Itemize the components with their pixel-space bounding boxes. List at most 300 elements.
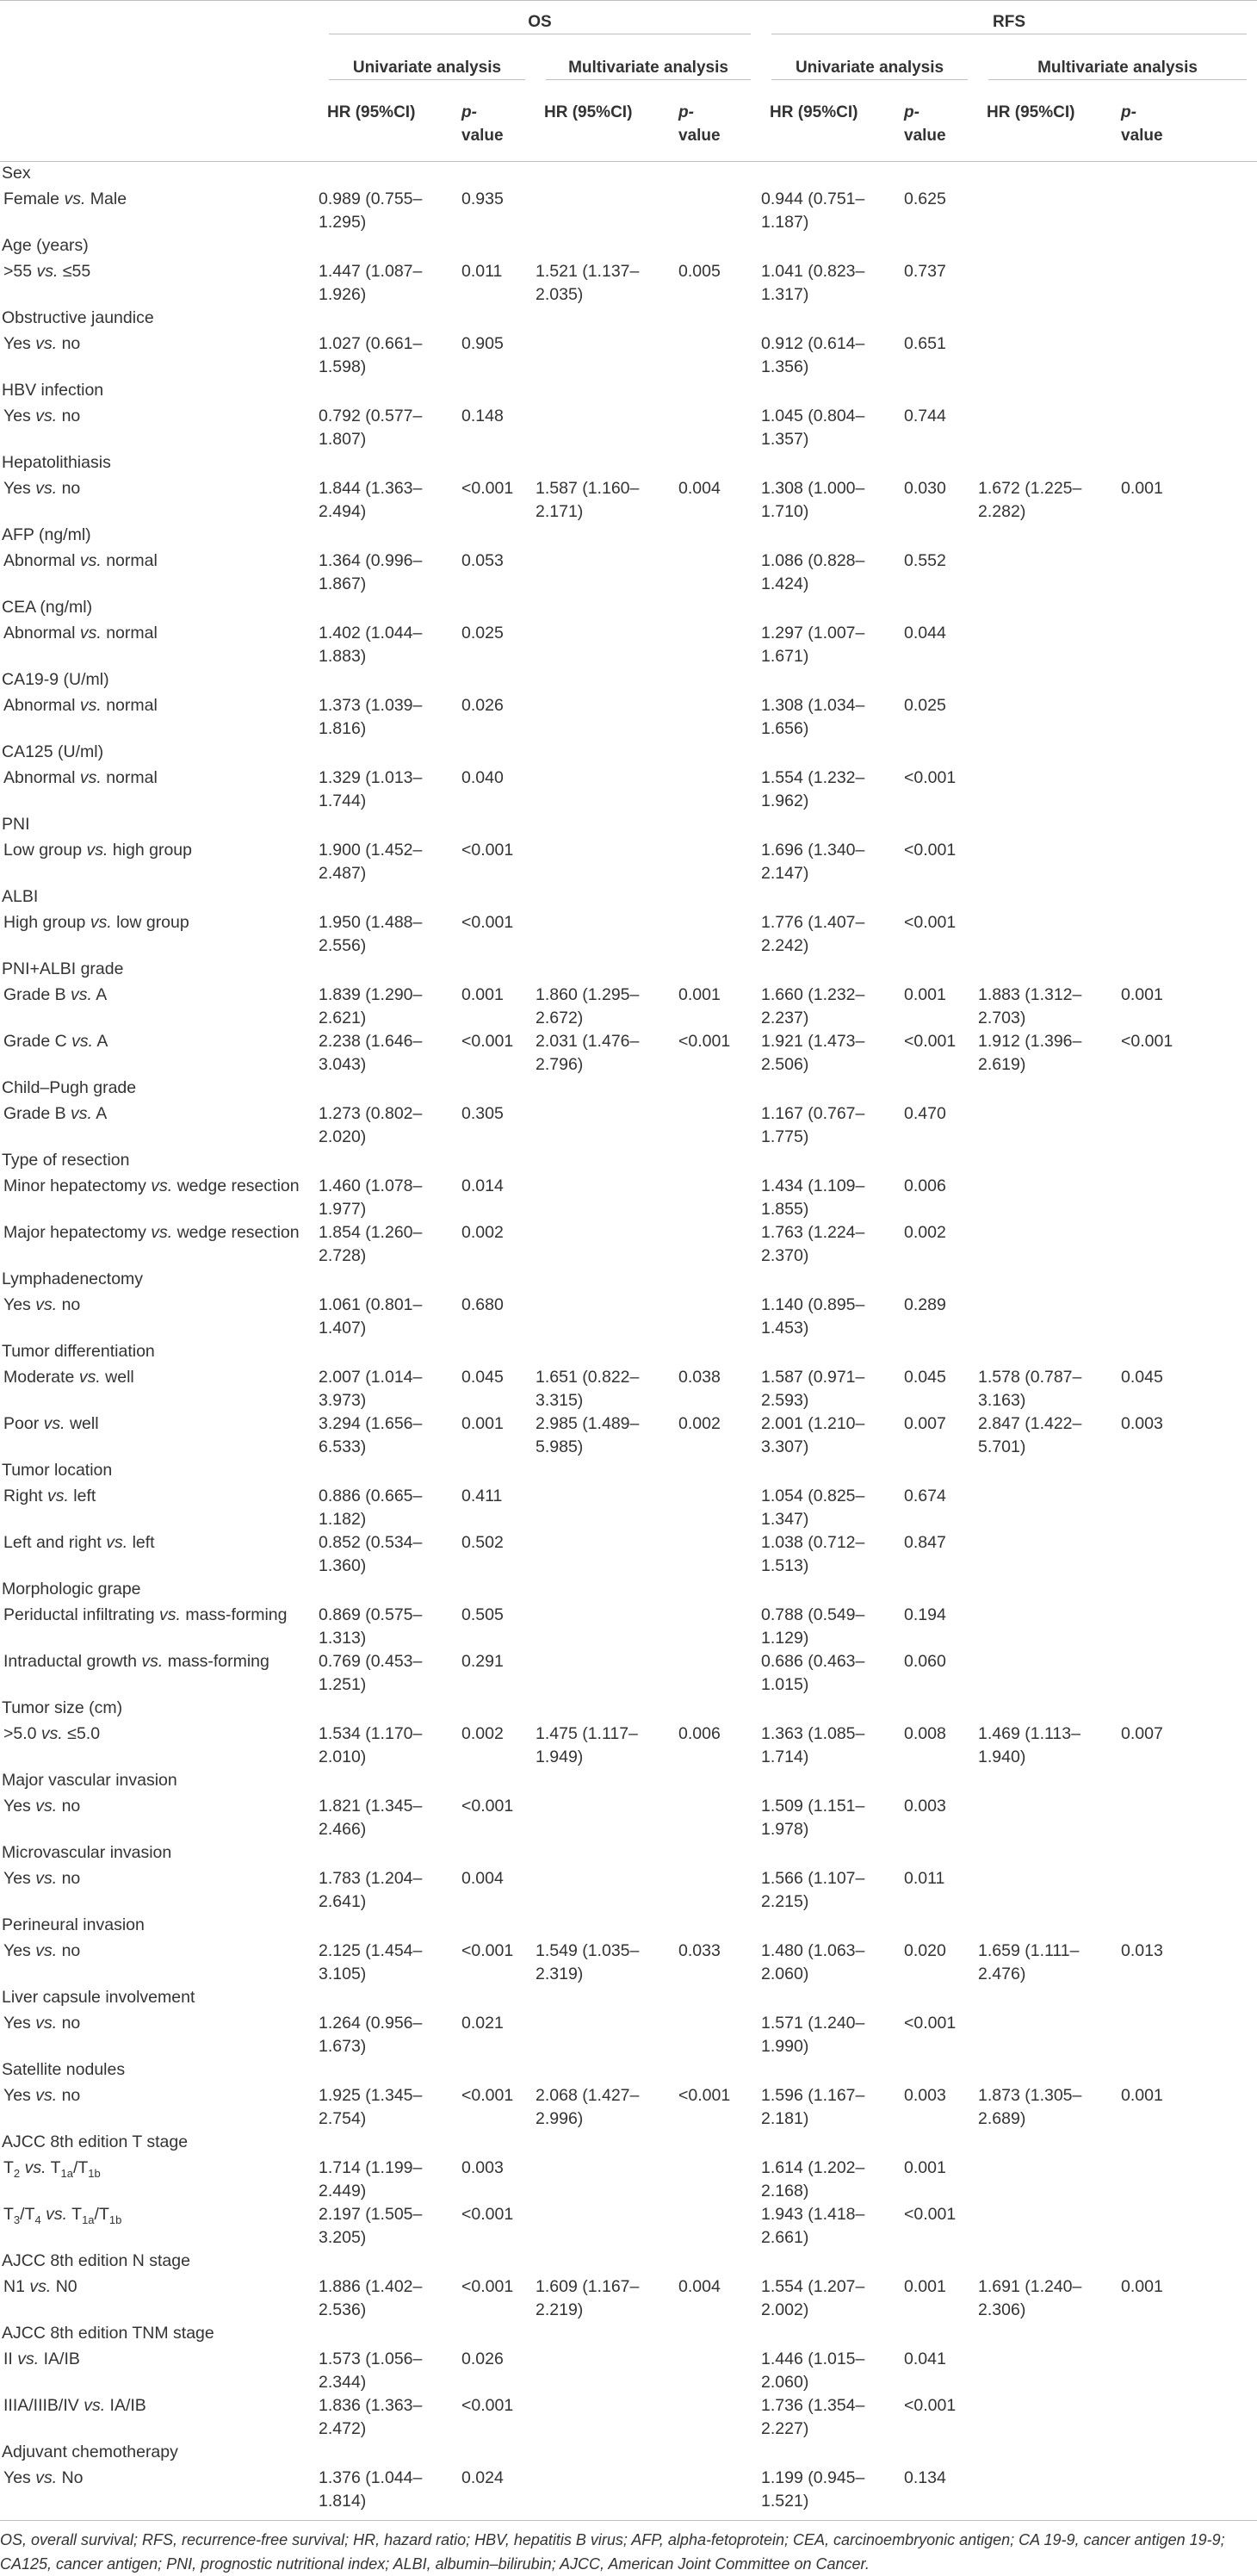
- rfs-uni-hr-cell: 1.054 (0.825–1.347): [761, 1487, 865, 1529]
- section-row: [0, 451, 1257, 477]
- os-multi-p-cell: [678, 2394, 761, 2441]
- table-row: [0, 839, 1257, 885]
- os-multi-hr-cell: [536, 2467, 678, 2521]
- table-row: [0, 405, 1257, 451]
- rfs-uni-hr-cell: 1.446 (1.015–2.060): [761, 2349, 865, 2392]
- rfs-uni-hr-cell: 1.921 (1.473–2.506): [761, 1032, 865, 1074]
- table-row: [0, 1102, 1257, 1149]
- comparison-label: High group vs. low group: [3, 913, 189, 932]
- rfs-uni-hr-cell: 1.660 (1.232–2.237): [761, 985, 865, 1027]
- section-label: HBV infection: [2, 381, 104, 400]
- os-uni-p-cell: 0.014: [461, 1176, 504, 1195]
- os-multi-p-cell: 0.001: [678, 985, 721, 1004]
- section-label: Sex: [2, 164, 31, 183]
- table-body: [0, 162, 1257, 2521]
- rfs-uni-p-cell: 0.045: [904, 1368, 946, 1387]
- rfs-uni-p-cell: 0.737: [904, 262, 946, 281]
- table-row: [0, 622, 1257, 668]
- os-multi-hr-cell: [536, 1485, 678, 1531]
- os-uni-p-cell: <0.001: [461, 1032, 514, 1051]
- comparison-label: Abnormal vs. normal: [3, 768, 158, 787]
- comparison-label: Grade B vs. A: [3, 1104, 108, 1123]
- table-row: [0, 2084, 1257, 2131]
- rfs-multi-p-cell: [1121, 1221, 1257, 1268]
- os-uni-p-cell: 0.004: [461, 1869, 504, 1888]
- os-uni-p-cell: <0.001: [461, 1941, 514, 1960]
- rfs-uni-hr-cell: 1.509 (1.151–1.978): [761, 1797, 865, 1839]
- comparison-label: Poor vs. well: [3, 1414, 99, 1433]
- os-uni-p-cell: 0.002: [461, 1223, 504, 1242]
- os-uni-hr-cell: 1.900 (1.452–2.487): [319, 841, 423, 883]
- os-multi-p-cell: <0.001: [678, 1032, 731, 1051]
- comparison-label: Grade B vs. A: [3, 985, 108, 1004]
- os-uni-p-cell: 0.148: [461, 407, 504, 425]
- rfs-multi-p-cell: [1121, 2203, 1257, 2250]
- section-label: PNI+ALBI grade: [2, 959, 124, 978]
- os-uni-hr-cell: 1.460 (1.078–1.977): [319, 1176, 423, 1219]
- table-row: [0, 1412, 1257, 1459]
- section-label: CA125 (U/ml): [2, 742, 104, 761]
- rfs-multi-hr-cell: [978, 1795, 1121, 1841]
- section-label: AJCC 8th edition TNM stage: [2, 2324, 214, 2343]
- header-rfs-multivariate: Multivariate analysis: [978, 44, 1257, 92]
- section-label: ALBI: [2, 887, 39, 906]
- os-uni-hr-cell: 0.852 (0.534–1.360): [319, 1533, 423, 1575]
- rfs-uni-p-cell: <0.001: [904, 2014, 957, 2033]
- rfs-multi-hr-cell: [978, 2012, 1121, 2058]
- os-multi-hr-cell: [536, 767, 678, 813]
- comparison-label: N1 vs. N0: [3, 2277, 77, 2296]
- rfs-multi-p-cell: [1121, 2012, 1257, 2058]
- os-multi-hr-cell: [536, 622, 678, 668]
- section-row: [0, 1697, 1257, 1723]
- os-multi-hr-cell: [536, 405, 678, 451]
- os-uni-hr-cell: 1.027 (0.661–1.598): [319, 334, 423, 376]
- rfs-uni-hr-cell: 1.614 (1.202–2.168): [761, 2158, 865, 2200]
- os-uni-hr-cell: 1.061 (0.801–1.407): [319, 1295, 423, 1338]
- rfs-uni-hr-cell: 1.045 (0.804–1.357): [761, 407, 865, 449]
- header-hr: HR (95%CI): [544, 103, 633, 121]
- os-uni-hr-cell: 1.573 (1.056–2.344): [319, 2349, 423, 2392]
- rfs-uni-hr-cell: 1.167 (0.767–1.775): [761, 1104, 865, 1146]
- rfs-multi-hr-cell: [978, 767, 1121, 813]
- rfs-multi-p-cell: [1121, 1175, 1257, 1221]
- rfs-multi-hr-cell: [978, 1294, 1121, 1340]
- os-multi-p-cell: [678, 1795, 761, 1841]
- os-multi-p-cell: 0.038: [678, 1368, 721, 1387]
- rfs-uni-p-cell: 0.134: [904, 2467, 978, 2521]
- rfs-multi-p-cell: [1121, 188, 1257, 234]
- section-row: [0, 1769, 1257, 1795]
- rfs-multi-hr-cell: [978, 260, 1121, 307]
- rfs-multi-p-cell: [1121, 911, 1257, 958]
- comparison-label: Abnormal vs. normal: [3, 551, 158, 570]
- rfs-multi-p-cell: [1121, 622, 1257, 668]
- os-uni-hr-cell: 2.007 (1.014–3.973): [319, 1368, 423, 1410]
- rfs-multi-p-cell: [1121, 2467, 1257, 2521]
- rfs-uni-p-cell: 0.674: [904, 1487, 946, 1505]
- os-uni-p-cell: 0.045: [461, 1368, 504, 1387]
- os-multi-hr-cell: 1.521 (1.137–2.035): [536, 262, 640, 304]
- header-pvalue: p- value: [1121, 103, 1163, 145]
- os-uni-hr-cell: 1.844 (1.363–2.494): [319, 479, 423, 521]
- table-row: [0, 694, 1257, 741]
- rfs-multi-p-cell: [1121, 332, 1257, 379]
- os-multi-hr-cell: [536, 2394, 678, 2441]
- comparison-label: Yes vs. no: [3, 1869, 81, 1888]
- rfs-multi-hr-cell: [978, 622, 1121, 668]
- section-row: [0, 379, 1257, 405]
- os-multi-p-cell: [678, 2348, 761, 2394]
- table-row: [0, 911, 1257, 958]
- os-multi-hr-cell: [536, 1650, 678, 1697]
- section-row: [0, 1149, 1257, 1175]
- rfs-uni-hr-cell: 1.763 (1.224–2.370): [761, 1223, 865, 1265]
- os-uni-hr-cell: 2.125 (1.454–3.105): [319, 1941, 423, 1983]
- comparison-label: Intraductal growth vs. mass-forming: [3, 1652, 269, 1671]
- rfs-multi-hr-cell: 1.659 (1.111–2.476): [978, 1941, 1080, 1983]
- section-label: Type of resection: [2, 1151, 130, 1170]
- os-multi-hr-cell: [536, 911, 678, 958]
- section-row: [0, 524, 1257, 549]
- table-row: [0, 1366, 1257, 1412]
- os-uni-p-cell: 0.502: [461, 1533, 504, 1552]
- rfs-uni-p-cell: 0.044: [904, 624, 946, 642]
- rfs-multi-p-cell: [1121, 1102, 1257, 1149]
- comparison-label: Grade C vs. A: [3, 1032, 108, 1051]
- rfs-uni-p-cell: <0.001: [904, 1032, 957, 1051]
- rfs-uni-hr-cell: 1.086 (0.828–1.424): [761, 551, 865, 593]
- comparison-label: Female vs. Male: [3, 189, 127, 208]
- section-row: [0, 1459, 1257, 1485]
- os-multi-p-cell: [678, 332, 761, 379]
- comparison-label: >55 vs. ≤55: [3, 262, 91, 281]
- rfs-multi-p-cell: 0.045: [1121, 1368, 1163, 1387]
- rfs-uni-hr-cell: 1.297 (1.007–1.671): [761, 624, 865, 666]
- rfs-uni-hr-cell: 1.554 (1.207–2.002): [761, 2277, 865, 2319]
- table-row: [0, 1723, 1257, 1769]
- rfs-multi-hr-cell: 1.912 (1.396–2.619): [978, 1032, 1082, 1074]
- os-multi-p-cell: 0.033: [678, 1941, 721, 1960]
- rfs-uni-p-cell: 0.041: [904, 2349, 946, 2368]
- os-uni-p-cell: 0.002: [461, 1724, 504, 1743]
- os-multi-hr-cell: [536, 2348, 678, 2394]
- section-label: AFP (ng/ml): [2, 525, 91, 544]
- rfs-multi-hr-cell: [978, 1531, 1121, 1578]
- rfs-uni-p-cell: 0.552: [904, 551, 946, 570]
- section-label: Child–Pugh grade: [2, 1078, 137, 1097]
- rfs-uni-p-cell: 0.030: [904, 479, 946, 498]
- header-row-analyses: [0, 44, 1257, 92]
- section-label: Tumor size (cm): [2, 1698, 123, 1717]
- section-row: [0, 307, 1257, 332]
- os-uni-hr-cell: 1.273 (0.802–2.020): [319, 1104, 423, 1146]
- os-uni-hr-cell: 3.294 (1.656–6.533): [319, 1414, 423, 1456]
- os-uni-hr-cell: 0.886 (0.665–1.182): [319, 1487, 423, 1529]
- comparison-label: Yes vs. no: [3, 407, 81, 425]
- table-row: [0, 1030, 1257, 1077]
- os-multi-hr-cell: [536, 332, 678, 379]
- rfs-multi-p-cell: [1121, 2394, 1257, 2441]
- rfs-uni-hr-cell: 0.686 (0.463–1.015): [761, 1652, 865, 1694]
- rfs-multi-p-cell: <0.001: [1121, 1032, 1173, 1051]
- comparison-label: Low group vs. high group: [3, 841, 192, 860]
- table-row: [0, 549, 1257, 596]
- os-multi-hr-cell: [536, 2203, 678, 2250]
- os-multi-hr-cell: 1.587 (1.160–2.171): [536, 479, 640, 521]
- table-row: [0, 477, 1257, 524]
- section-row: [0, 2250, 1257, 2275]
- os-multi-p-cell: 0.005: [678, 262, 721, 281]
- section-row: [0, 2058, 1257, 2084]
- os-multi-hr-cell: [536, 1102, 678, 1149]
- comparison-label: $T_3/T_4$ vs. $T_{1a}/T_{1b}$: [3, 2205, 122, 2226]
- section-row: [0, 1578, 1257, 1604]
- rfs-uni-hr-cell: 1.480 (1.063–2.060): [761, 1941, 865, 1983]
- rfs-multi-p-cell: [1121, 2348, 1257, 2394]
- os-multi-p-cell: [678, 2157, 761, 2203]
- section-row: [0, 885, 1257, 911]
- os-multi-p-cell: 0.004: [678, 2277, 721, 2296]
- os-uni-hr-cell: 1.534 (1.170–2.010): [319, 1724, 423, 1766]
- rfs-multi-p-cell: [1121, 1531, 1257, 1578]
- rfs-multi-hr-cell: 1.691 (1.240–2.306): [978, 2277, 1082, 2319]
- table-row: [0, 984, 1257, 1030]
- rfs-uni-hr-cell: 0.788 (0.549–1.129): [761, 1605, 865, 1648]
- rfs-uni-p-cell: 0.001: [904, 2158, 946, 2177]
- section-label: Adjuvant chemotherapy: [2, 2443, 178, 2461]
- rfs-multi-p-cell: [1121, 1294, 1257, 1340]
- os-uni-hr-cell: 0.769 (0.453–1.251): [319, 1652, 423, 1694]
- rfs-uni-hr-cell: 1.696 (1.340–2.147): [761, 841, 865, 883]
- rfs-multi-p-cell: 0.001: [1121, 2086, 1163, 2105]
- rfs-multi-hr-cell: [978, 1650, 1121, 1697]
- os-multi-hr-cell: [536, 2012, 678, 2058]
- os-multi-hr-cell: 2.031 (1.476–2.796): [536, 1032, 640, 1074]
- header-row-columns: [0, 92, 1257, 162]
- os-multi-hr-cell: 1.609 (1.167–2.219): [536, 2277, 640, 2319]
- os-multi-p-cell: [678, 1221, 761, 1268]
- os-uni-hr-cell: 2.238 (1.646–3.043): [319, 1032, 423, 1074]
- rfs-multi-p-cell: [1121, 1485, 1257, 1531]
- rfs-uni-p-cell: 0.025: [904, 696, 946, 715]
- comparison-label: II vs. IA/IB: [3, 2349, 80, 2368]
- rfs-uni-hr-cell: 1.566 (1.107–2.215): [761, 1869, 865, 1911]
- os-multi-p-cell: [678, 405, 761, 451]
- os-uni-p-cell: 0.026: [461, 696, 504, 715]
- header-hr: HR (95%CI): [327, 103, 416, 121]
- rfs-uni-p-cell: 0.744: [904, 407, 946, 425]
- os-uni-p-cell: 0.011: [461, 262, 503, 281]
- rfs-multi-hr-cell: 1.469 (1.113–1.940): [978, 1724, 1081, 1766]
- os-multi-p-cell: <0.001: [678, 2086, 731, 2105]
- header-row-outcomes: [0, 1, 1257, 45]
- table-row: [0, 332, 1257, 379]
- rfs-uni-hr-cell: 1.736 (1.354–2.227): [761, 2396, 865, 2438]
- header-hr: HR (95%CI): [987, 103, 1075, 121]
- header-pvalue: p- value: [678, 103, 721, 145]
- rfs-uni-hr-cell: 1.434 (1.109–1.855): [761, 1176, 865, 1219]
- rfs-multi-hr-cell: [978, 1485, 1121, 1531]
- section-label: Age (years): [2, 236, 89, 255]
- header-os-univariate: Univariate analysis: [319, 44, 536, 92]
- rfs-multi-hr-cell: [978, 911, 1121, 958]
- rfs-uni-hr-cell: 2.001 (1.210–3.307): [761, 1414, 865, 1456]
- comparison-label: Yes vs. No: [0, 2467, 319, 2521]
- os-multi-p-cell: [678, 188, 761, 234]
- section-label: Tumor location: [2, 1461, 113, 1480]
- rfs-uni-hr-cell: 0.912 (0.614–1.356): [761, 334, 865, 376]
- os-multi-p-cell: [678, 1604, 761, 1650]
- os-uni-p-cell: 0.003: [461, 2158, 504, 2177]
- section-label: AJCC 8th edition N stage: [2, 2251, 190, 2270]
- table-footnote: OS, overall survival; RFS, recurrence-free survival; HR, hazard ratio; HBV, hepatitis B virus; AFP, alpha-fetoprotein; CEA, carcinoembryonic antigen; CA 19-9, cancer antigen 19-9; CA125, cancer antigen; PNI, prognostic nutritional index; ALBI, albumin–bilirubin; AJCC, American Joint Committee on Cancer.: [0, 2531, 1225, 2573]
- os-uni-p-cell: <0.001: [461, 479, 514, 498]
- comparison-label: $T_2$ vs. $T_{1a}/T_{1b}$: [3, 2158, 101, 2180]
- os-uni-p-cell: <0.001: [461, 2277, 514, 2296]
- rfs-multi-hr-cell: 1.873 (1.305–2.689): [978, 2086, 1082, 2128]
- rfs-uni-p-cell: 0.625: [904, 189, 946, 208]
- table-row: [0, 1604, 1257, 1650]
- table-row: [0, 2275, 1257, 2322]
- rfs-multi-hr-cell: 1.578 (0.787–3.163): [978, 1368, 1082, 1410]
- os-uni-hr-cell: 1.839 (1.290–2.621): [319, 985, 423, 1027]
- os-multi-p-cell: 0.006: [678, 1724, 721, 1743]
- header-pvalue: p- value: [904, 103, 946, 145]
- rfs-multi-hr-cell: [978, 694, 1121, 741]
- header-pvalue: p- value: [461, 103, 504, 145]
- section-label: Perineural invasion: [2, 1915, 145, 1934]
- os-uni-p-cell: 0.053: [461, 551, 504, 570]
- section-label: Lymphadenectomy: [2, 1269, 144, 1288]
- os-uni-p-cell: 0.024: [461, 2467, 536, 2521]
- os-uni-hr-cell: 2.197 (1.505–3.205): [319, 2205, 423, 2247]
- os-multi-hr-cell: [536, 839, 678, 885]
- os-multi-hr-cell: [536, 549, 678, 596]
- os-uni-p-cell: 0.026: [461, 2349, 504, 2368]
- os-uni-hr-cell: 1.821 (1.345–2.466): [319, 1797, 423, 1839]
- rfs-uni-hr-cell: 1.038 (0.712–1.513): [761, 1533, 865, 1575]
- section-row: [0, 1914, 1257, 1940]
- comparison-label: Moderate vs. well: [3, 1368, 134, 1387]
- table-row: [0, 1221, 1257, 1268]
- os-uni-hr-cell: 1.836 (1.363–2.472): [319, 2396, 423, 2438]
- os-uni-p-cell: 0.291: [461, 1652, 504, 1671]
- os-multi-hr-cell: 1.651 (0.822–3.315): [536, 1368, 640, 1410]
- os-multi-hr-cell: [536, 188, 678, 234]
- rfs-uni-hr-cell: 1.571 (1.240–1.990): [761, 2014, 865, 2056]
- os-multi-p-cell: 0.002: [678, 1414, 721, 1433]
- comparison-label: Yes vs. no: [3, 2014, 81, 2033]
- section-row: [0, 741, 1257, 767]
- rfs-multi-p-cell: 0.001: [1121, 2277, 1163, 2296]
- rfs-multi-hr-cell: [978, 332, 1121, 379]
- os-multi-hr-cell: [536, 694, 678, 741]
- os-multi-hr-cell: 2.985 (1.489–5.985): [536, 1414, 640, 1456]
- rfs-multi-hr-cell: [978, 2394, 1121, 2441]
- rfs-uni-p-cell: 0.006: [904, 1176, 946, 1195]
- section-label: Major vascular invasion: [2, 1771, 177, 1790]
- os-multi-hr-cell: [536, 2157, 678, 2203]
- section-row: [0, 1268, 1257, 1294]
- rfs-uni-p-cell: 0.001: [904, 2277, 946, 2296]
- rfs-uni-hr-cell: 1.776 (1.407–2.242): [761, 913, 865, 955]
- header-hr: HR (95%CI): [770, 103, 858, 121]
- comparison-label: Yes vs. no: [3, 479, 81, 498]
- table-row: [0, 2012, 1257, 2058]
- section-label: Hepatolithiasis: [2, 453, 111, 472]
- os-multi-p-cell: [678, 839, 761, 885]
- section-row: [0, 813, 1257, 839]
- os-uni-p-cell: 0.935: [461, 189, 504, 208]
- rfs-uni-p-cell: 0.007: [904, 1414, 946, 1433]
- os-uni-p-cell: <0.001: [461, 1797, 514, 1816]
- os-multi-hr-cell: 2.068 (1.427–2.996): [536, 2086, 640, 2128]
- os-uni-p-cell: 0.021: [461, 2014, 504, 2033]
- section-row: [0, 234, 1257, 260]
- os-uni-p-cell: <0.001: [461, 913, 514, 932]
- comparison-label: IIIA/IIIB/IV vs. IA/IB: [3, 2396, 146, 2415]
- rfs-multi-hr-cell: [978, 1102, 1121, 1149]
- rfs-uni-hr-cell: 1.587 (0.971–2.593): [761, 1368, 865, 1410]
- table-row: [0, 767, 1257, 813]
- os-uni-p-cell: 0.001: [461, 1414, 504, 1433]
- os-multi-hr-cell: [536, 1175, 678, 1221]
- rfs-multi-p-cell: [1121, 694, 1257, 741]
- table-row: [0, 1795, 1257, 1841]
- os-uni-hr-cell: 1.402 (1.044–1.883): [319, 624, 423, 666]
- rfs-multi-p-cell: 0.007: [1121, 1724, 1163, 1743]
- os-multi-p-cell: [678, 2012, 761, 2058]
- table-row: [0, 2394, 1257, 2441]
- rfs-uni-p-cell: <0.001: [904, 913, 957, 932]
- os-uni-p-cell: 0.905: [461, 334, 504, 353]
- comparison-label: Yes vs. no: [3, 1797, 81, 1816]
- table-row: [0, 2157, 1257, 2203]
- os-multi-p-cell: 0.004: [678, 479, 721, 498]
- os-uni-p-cell: <0.001: [461, 2396, 514, 2415]
- os-uni-hr-cell: 0.869 (0.575–1.313): [319, 1605, 423, 1648]
- rfs-multi-p-cell: [1121, 839, 1257, 885]
- rfs-uni-p-cell: 0.470: [904, 1104, 946, 1123]
- rfs-multi-hr-cell: [978, 1221, 1121, 1268]
- section-label: PNI: [2, 815, 30, 834]
- rfs-multi-hr-cell: 1.672 (1.225–2.282): [978, 479, 1082, 521]
- os-uni-p-cell: 0.411: [461, 1487, 503, 1505]
- comparison-label: Yes vs. no: [3, 334, 81, 353]
- os-uni-hr-cell: 1.925 (1.345–2.754): [319, 2086, 423, 2128]
- os-multi-hr-cell: [536, 1221, 678, 1268]
- section-label: CEA (ng/ml): [2, 598, 93, 617]
- rfs-multi-hr-cell: [978, 2348, 1121, 2394]
- section-row: [0, 1340, 1257, 1366]
- rfs-uni-p-cell: 0.847: [904, 1533, 946, 1552]
- table-row: [0, 1294, 1257, 1340]
- section-label: Morphologic grape: [2, 1580, 141, 1598]
- section-label: CA19-9 (U/ml): [2, 670, 109, 689]
- rfs-multi-p-cell: [1121, 405, 1257, 451]
- rfs-multi-p-cell: [1121, 767, 1257, 813]
- comparison-label: Abnormal vs. normal: [3, 696, 158, 715]
- comparison-label: Left and right vs. left: [3, 1533, 155, 1552]
- comparison-label: Yes vs. no: [3, 1295, 81, 1314]
- os-multi-hr-cell: 1.860 (1.295–2.672): [536, 985, 640, 1027]
- rfs-uni-hr-cell: 1.140 (0.895–1.453): [761, 1295, 865, 1338]
- section-row: [0, 596, 1257, 622]
- rfs-uni-hr-cell: 1.041 (0.823–1.317): [761, 262, 865, 304]
- os-uni-hr-cell: 1.329 (1.013–1.744): [319, 768, 423, 810]
- os-uni-hr-cell: 1.364 (0.996–1.867): [319, 551, 423, 593]
